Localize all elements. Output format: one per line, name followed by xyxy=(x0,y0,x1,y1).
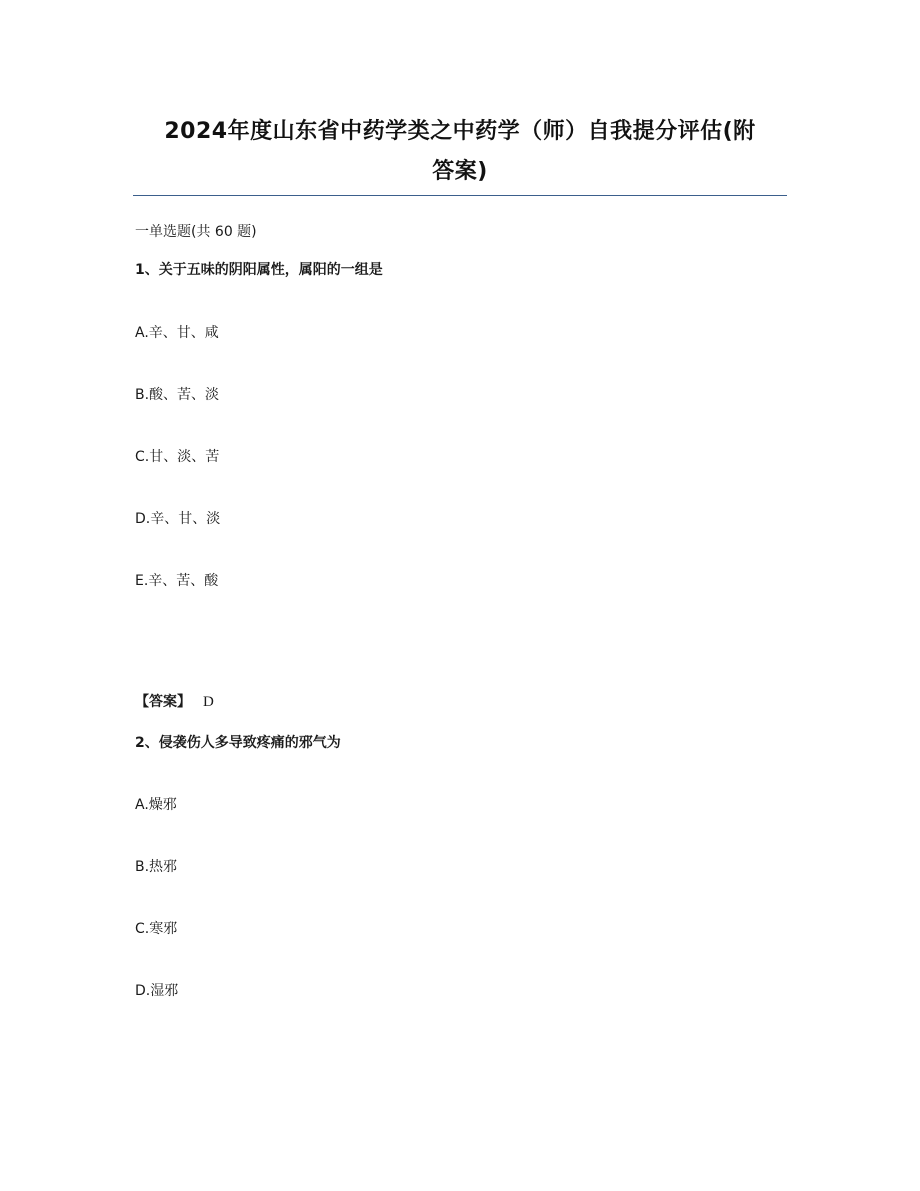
question-1-option-b: B.酸、苦、淡 xyxy=(135,387,220,403)
question-1-option-a: A.辛、甘、咸 xyxy=(135,325,219,341)
section-heading: 一单选题(共 60 题) xyxy=(135,224,257,240)
question-2-option-c: C.寒邪 xyxy=(135,921,178,937)
answer-label: 【答案】 xyxy=(135,694,191,710)
question-1-option-e: E.辛、苦、酸 xyxy=(135,573,219,589)
answer-value: D xyxy=(203,694,214,710)
question-2-option-a: A.燥邪 xyxy=(135,797,177,813)
question-1-answer xyxy=(135,692,214,712)
question-2-text: 2、侵袭伤人多导致疼痛的邪气为 xyxy=(135,735,341,751)
question-1-option-d: D.辛、甘、淡 xyxy=(135,511,221,527)
document-title xyxy=(130,112,790,192)
question-2-option-d: D.湿邪 xyxy=(135,983,179,999)
title-divider xyxy=(133,195,787,196)
question-1-text: 1、关于五味的阴阳属性，属阳的一组是 xyxy=(135,262,383,278)
title-line-2: 答案) xyxy=(432,159,488,184)
question-2-option-b: B.热邪 xyxy=(135,859,178,875)
question-1-option-c: C.甘、淡、苦 xyxy=(135,449,220,465)
title-line-1: 2024年度山东省中药学类之中药学（师）自我提分评估(附 xyxy=(164,119,756,144)
